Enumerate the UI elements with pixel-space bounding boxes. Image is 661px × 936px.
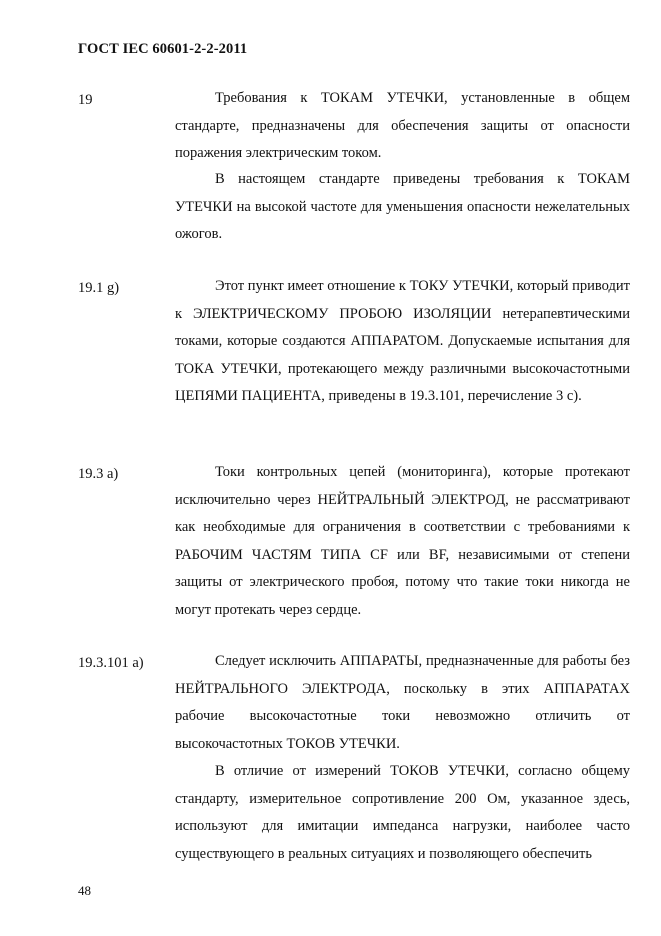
- document-header-title: ГОСТ IEC 60601-2-2-2011: [78, 41, 248, 57]
- clause-number: 19.3.101 a): [78, 655, 144, 671]
- clause-number: 19.3 a): [78, 466, 119, 482]
- clause-paragraph: В настоящем стандарте приведены требования к ТОКАМ УТЕЧКИ на высокой частоте для уменьшения опасности нежелательных ожогов.: [175, 171, 630, 242]
- clause-number: 19: [78, 92, 93, 108]
- clause-paragraph: В отличие от измерений ТОКОВ УТЕЧКИ, согласно общему стандарту, измерительное сопротивление 200 Ом, указанное здесь, используют для имитации импеданса нагрузки, наиболее часто существующего в реальных ситуациях и позволяющего обеспечить: [175, 763, 630, 862]
- clause-paragraph: Следует исключить АППАРАТЫ, предназначенные для работы без НЕЙТРАЛЬНОГО ЭЛЕКТРОДА, поскольку в этих АППАРАТАХ рабочие высокочастотные токи невозможно отличить от высокочастотных ТОКОВ УТЕЧКИ.: [175, 653, 630, 752]
- clause-paragraph: Требования к ТОКАМ УТЕЧКИ, установленные в общем стандарте, предназначены для обеспечения защиты от опасности поражения электрическим током.: [175, 90, 630, 161]
- clause-paragraph: Этот пункт имеет отношение к ТОКУ УТЕЧКИ, который приводит к ЭЛЕКТРИЧЕСКОМУ ПРОБОЮ ИЗОЛЯЦИИ нетерапевтическими токами, которые создаются АППАРАТОМ. Допускаемые испытания для ТОКА УТЕЧКИ, протекающего между различными высокочастотными ЦЕПЯМИ ПАЦИЕНТА, приведены в 19.3.101, перечисление 3 c).: [175, 278, 630, 404]
- page-number: 48: [78, 883, 91, 898]
- clause-number: 19.1 g): [78, 280, 120, 296]
- clause-paragraph: Токи контрольных цепей (мониторинга), которые протекают исключительно через НЕЙТРАЛЬНЫЙ ЭЛЕКТРОД, не рассматривают как необходимые для ограничения в соответствии с требованиями к РАБОЧИМ ЧАСТЯМ ТИПА CF или BF, независимыми от степени защиты от электрического пробоя, потому что такие токи никогда не могут протекать через сердце.: [175, 464, 630, 618]
